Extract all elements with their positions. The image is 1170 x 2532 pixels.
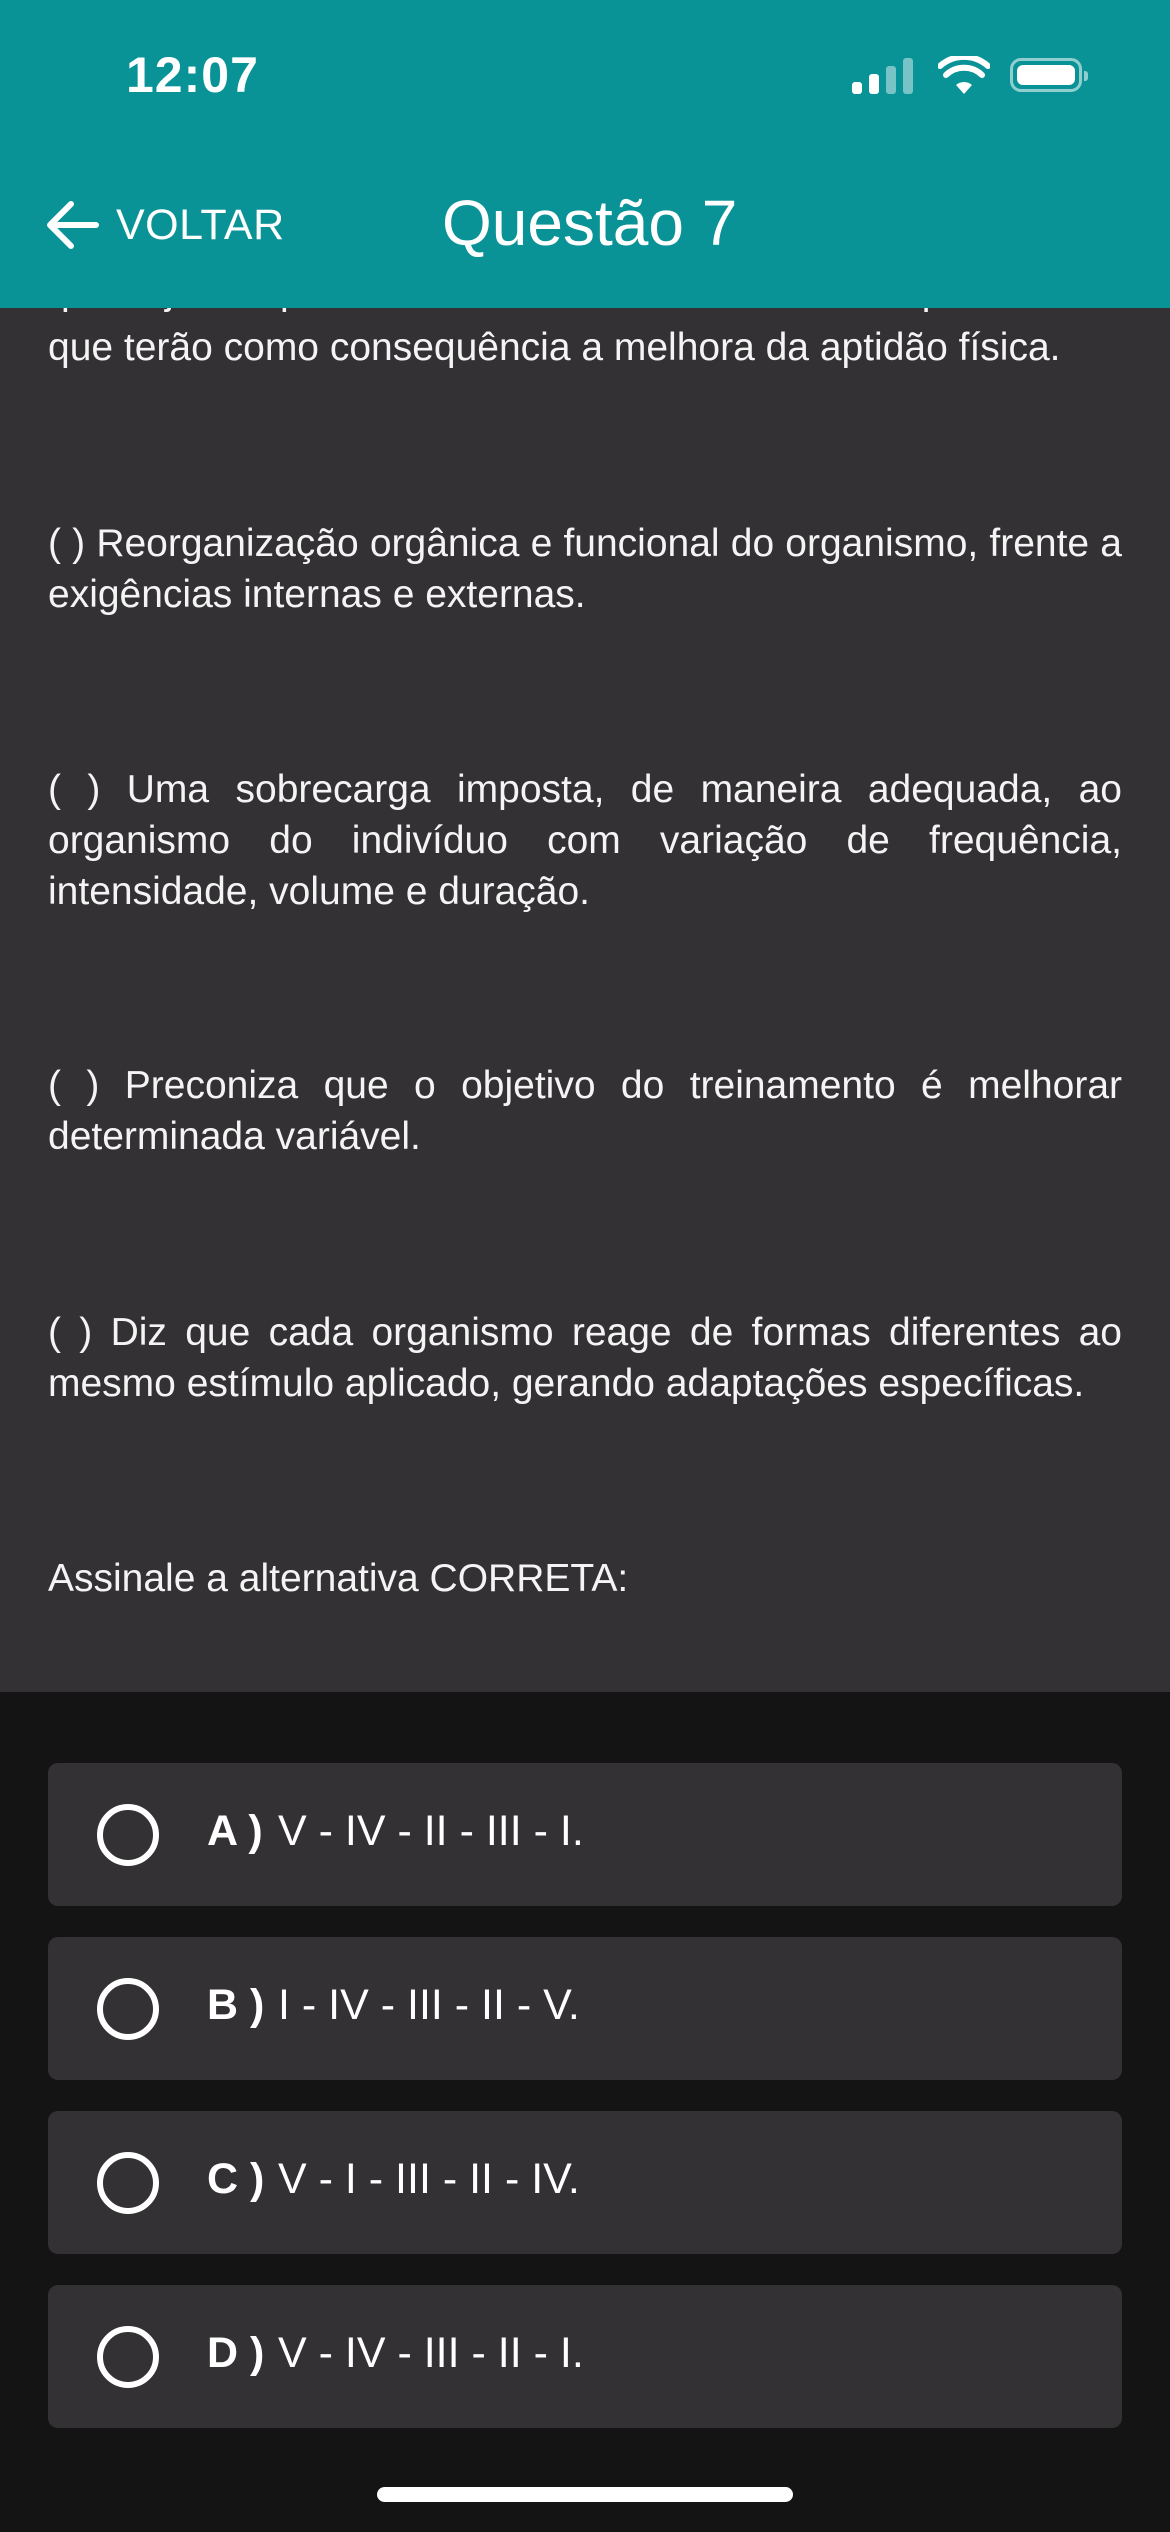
question-instruction: Assinale a alternativa CORRETA: <box>48 1557 629 1600</box>
option-text: V - IV - III - II - I. <box>278 2329 584 2377</box>
question-statement-2: ( ) Uma sobrecarga imposta, de maneira adequada, ao organismo do indivíduo com variação de frequência, intensidade, volume e duração. <box>48 768 1122 913</box>
page-title: Questão 7 <box>442 187 738 259</box>
option-letter: A ) <box>207 1807 263 1855</box>
question-statement-4: ( ) Diz que cada organismo reage de formas diferentes ao mesmo estímulo aplicado, gerando adaptações específicas. <box>48 1311 1122 1405</box>
option-letter: D ) <box>207 2329 265 2377</box>
back-button[interactable] <box>44 190 285 260</box>
status-icons <box>852 56 1092 96</box>
option-letter: C ) <box>207 2155 265 2203</box>
signal-icon <box>852 56 914 96</box>
radio-unselected-icon[interactable] <box>97 2326 159 2388</box>
wifi-icon <box>938 56 990 96</box>
question-paragraph-intro: que terão como consequência a melhora da aptidão física. <box>48 326 1061 369</box>
option-text: V - IV - II - III - I. <box>278 1807 584 1855</box>
answer-options <box>48 1763 1122 2459</box>
home-indicator[interactable] <box>377 2487 793 2502</box>
option-letter: B ) <box>207 1981 265 2029</box>
option-a[interactable] <box>48 1763 1122 1906</box>
battery-icon <box>1010 58 1082 92</box>
radio-unselected-icon[interactable] <box>97 1978 159 2040</box>
back-label: VOLTAR <box>116 200 285 249</box>
option-c[interactable] <box>48 2111 1122 2254</box>
option-text: I - IV - III - II - V. <box>278 1981 580 2029</box>
option-d[interactable] <box>48 2285 1122 2428</box>
status-time: 12:07 <box>126 47 259 103</box>
question-statement-3: ( ) Preconiza que o objetivo do treinamento é melhorar determinada variável. <box>48 1064 1122 1158</box>
option-text: V - I - III - II - IV. <box>278 2155 580 2203</box>
app-header <box>0 0 1170 308</box>
radio-unselected-icon[interactable] <box>97 1804 159 1866</box>
option-b[interactable] <box>48 1937 1122 2080</box>
back-arrow-icon <box>44 196 102 254</box>
radio-unselected-icon[interactable] <box>97 2152 159 2214</box>
question-statement-1: ( ) Reorganização orgânica e funcional do organismo, frente a exigências internas e externas. <box>48 522 1122 616</box>
